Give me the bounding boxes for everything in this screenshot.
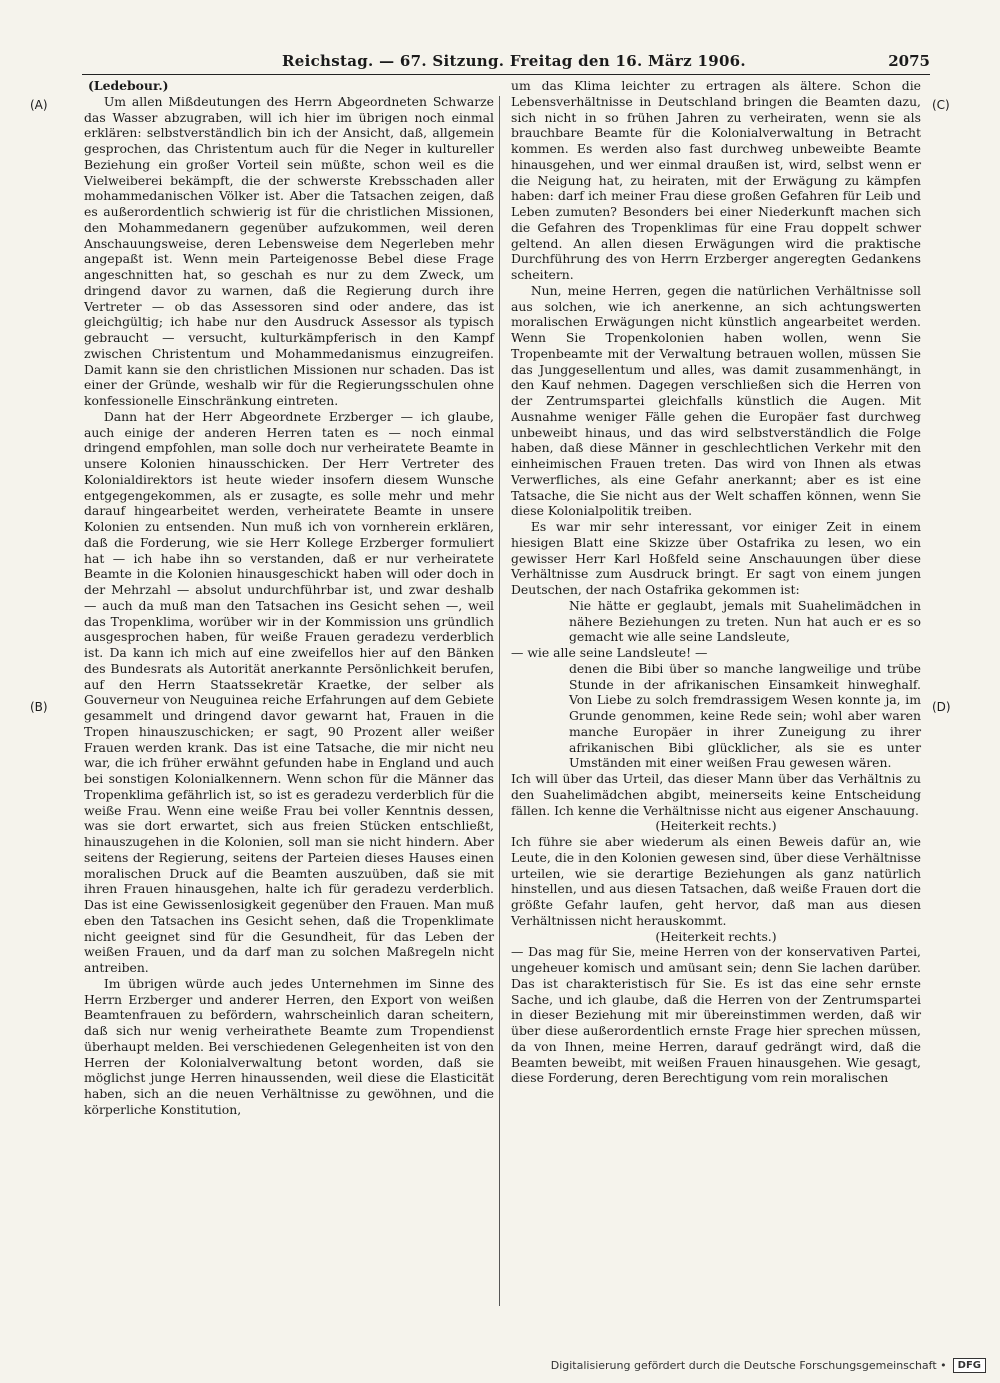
column-divider [499,96,500,1306]
quotation: denen die Bibi über so manche langweilige und trübe Stunde in der afrikanischen Einsamkeit hinweghalf. Von Liebe zu solch fremdrassigem Wesen konnte ja, im Grunde genommen, keine Rede sein; wohl aber waren manche Europäer in ihrer Zuneigung zu ihrer afrikanischen Bibi glücklicher, als sie es unter Umständen mit einer weißen Frau gewesen wären. [569,660,921,771]
paragraph: Es war mir sehr interessant, vor einiger Zeit in einem hiesigen Blatt eine Skizze über Ostafrika zu lesen, wo ein gewisser Herr Karl Hoßfeld seine Anschauungen über diese Verhältnisse zum Ausdruck bringt. Er sagt von einem jungen Deutschen, der nach Ostafrika gekommen ist: [511,519,921,597]
left-column [84,78,494,1118]
laughter-note: (Heiterkeit rechts.) [655,928,777,944]
right-column [511,78,921,1086]
footer [551,1358,986,1373]
paragraph: um das Klima leichter zu ertragen als ältere. Schon die Lebensverhältnisse in Deutschland bringen die Beamten dazu, sich nicht in so frühen Jahren zu verheiraten, wenn sie als brauchbare Beamte für die Kolonialverwaltung in Betracht kommen. Es werden also fast durchweg unbeweibte Beamte hinausgehen, und wer einmal draußen ist, wird, selbst wenn er die Neigung hat, zu heiraten, mit der Erwägung zu kämpfen haben: darf ich meiner Frau diese großen Gefahren für Leib und Leben zumuten? Besonders bei einer Niederkunft machen sich die Gefahren des Tropenklimas für eine Frau doppelt schwer geltend. An allen diesen Erwägungen wird die praktische Durchführung des von Herrn Erzberger angeregten Gedankens scheitern. [511,78,921,282]
paragraph: Dann hat der Herr Abgeordnete Erzberger — ich glaube, auch einige der anderen Herren taten es — noch einmal dringend empfohlen, man solle doch nur verheiratete Beamte in unsere Kolonien hinausschicken. Der Herr Vertreter des Kolonialdirektors ist heute wieder insofern diesem Wunsche entgegengekommen, als er zusagte, es solle mehr und mehr darauf hingearbeitet werden, verheiratete Beamte in unsere Kolonien zu entsenden. Nun muß ich von vornherein erklären, daß die Forderung, wie sie Herr Kollege Erzberger formuliert hat — ich habe ihn so verstanden, daß er nur verheiratete Beamte in die Kolonien hinausgeschickt haben will oder doch in der Mehrzahl — absolut undurchführbar ist, und zwar deshalb — auch da muß man den Tatsachen ins Gesicht sehen —, weil das Tropenklima, worüber wir in der Kommission uns gründlich ausgesprochen haben, für weiße Frauen geradezu verderblich ist. Da kann ich mich auf eine zweifellos hier auf den Bänken des Bundesrats als Autorität anerkannte Persönlichkeit berufen, auf den Herrn Staatssekretär Kraetke, der selber als Gouverneur von Neuguinea reiche Erfahrungen auf dem Gebiete gesammelt und dringend davor gewarnt hat, Frauen in die Tropen hinauszuschicken; er sagt, 90 Prozent aller weißer Frauen werden krank. Das ist eine Tatsache, die mir nicht neu war, die ich früher erwähnt gefunden habe in England und auch bei sonstigen Kolonialkennern. Wenn schon für die Männer das Tropenklima gefährlich ist, so ist es geradezu verderblich für die weiße Frau. Wenn eine weiße Frau bei voller Kenntnis dessen, was sie dort erwartet, sich aus freien Stücken entschließt, hinauszugehen in die Kolonien, soll man sie nicht hindern. Aber seitens der Regierung, seitens der Parteien dieses Hauses einen moralischen Druck auf die Beamten auszuüben, daß sie mit ihren Frauen hinausgehen, halte ich für geradezu verderblich. Das ist eine Gewissenlosigkeit gegenüber den Frauen. Man muß eben den Tatsachen ins Gesicht sehen, daß die Tropenklimate nicht geeignet sind für die Gesundheit, für das Leben der weißen Frauen, und da darf man zu solchen Maßregeln nicht antreiben. [84,408,494,975]
page-number: 2075 [888,52,930,70]
paragraph: Im übrigen würde auch jedes Unternehmen im Sinne des Herrn Erzberger und anderer Herren, den Export von weißen Beamtenfrauen zu befördern, wahrscheinlich daran scheitern, daß sich nur wenig verheirathete Beamte zum Tropendienst überhaupt melden. Bei verschiedenen Gelegenheiten ist von den Herren der Kolonialverwaltung betont worden, daß sie möglichst junge Herren hinaussenden, weil diese die Elasticität haben, sich an die neuen Verhältnisse zu gewöhnen, und die körperliche Konstitution, [84,975,494,1117]
interjection: — wie alle seine Landsleute! — [511,645,708,660]
header-rule [82,74,930,75]
dfg-logo: DFG [953,1358,986,1373]
margin-marker-b: (B) [30,700,48,714]
laughter-note: (Heiterkeit rechts.) [655,818,777,834]
margin-marker-a: (A) [30,98,48,112]
paragraph: Um allen Mißdeutungen des Herrn Abgeordneten Schwarze das Wasser abzugraben, will ich hier im übrigen noch einmal erklären: selbstverständlich bin ich der Ansicht, daß, allgemein gesprochen, das Christentum auch für die Neger in kultureller Beziehung ein großer Vorteil sein müßte, schon weil es die Vielweiberei bekämpft, die der schwerste Krebsschaden aller mohammedanischen Völker ist. Aber die Tatsachen zeigen, daß es außerordentlich schwierig ist für die christlichen Missionen, den Mohammedanern gegenüber aufzukommen, weil deren Anschauungsweise, deren Lebensweise dem Negerleben mehr angepaßt ist. Wenn mein Parteigenosse Bebel diese Frage angeschnitten hat, so geschah es nur zu dem Zweck, um dringend davor zu warnen, daß die Regierung durch ihre Vertreter — ob das Assessoren sind oder andere, das ist gleichgültig; ich habe nur den Ausdruck Assessor als typisch gebraucht — versucht, kulturkämpferisch in den Kampf zwischen Christentum und Mohammedanismus einzugreifen. Damit kann sie den christlichen Missionen nur schaden. Das ist einer der Gründe, weshalb wir für die Regierungsschulen ohne konfessionelle Einschränkung eintreten. [84,93,494,408]
speaker-name: (Ledebour.) [88,78,169,93]
page-header [82,52,930,76]
paragraph: Ich will über das Urteil, das dieser Mann über das Verhältnis zu den Suahelimädchen abgibt, meinerseits keine Entscheidung fällen. Ich kenne die Verhältnisse nicht aus eigener Anschauung. [511,771,921,818]
paragraph: — Das mag für Sie, meine Herren von der konservativen Partei, ungeheuer komisch und amüsant sein; denn Sie lachen darüber. Das ist charakteristisch für Sie. Es ist das eine sehr ernste Sache, und ich glaube, daß die Herren von der Zentrumspartei in dieser Beziehung mit mir übereinstimmen werden, daß wir über diese außerordentlich ernste Frage hier sprechen müssen, da von Ihnen, meine Herren, darauf gedrängt wird, daß die Beamten beweibt, mit weißen Frauen hinausgehen. Wie gesagt, diese Forderung, deren Berechtigung vom rein moralischen [511,944,921,1086]
margin-marker-c: (C) [932,98,950,112]
header-title: Reichstag. — 67. Sitzung. Freitag den 16. März 1906. [282,52,746,70]
quotation: Nie hätte er geglaubt, jemals mit Suahelimädchen in nähere Beziehungen zu treten. Nun hat auch er es so gemacht wie alle seine Landsleute, [569,597,921,645]
footer-text: Digitalisierung gefördert durch die Deutsche Forschungsgemeinschaft • [550,1359,947,1372]
margin-marker-d: (D) [932,700,951,714]
paragraph: Nun, meine Herren, gegen die natürlichen Verhältnisse soll aus solchen, wie ich anerkenne, an sich achtungswerten moralischen Erwägungen nicht künstlich angearbeitet werden. Wenn Sie Tropenkolonien haben wollen, wenn Sie Tropenbeamte mit der Verwaltung betrauen wollen, müssen Sie das Junggesellentum und alles, was damit zusammenhängt, in den Kauf nehmen. Dagegen verschließen sich die Herren von der Zentrumspartei gleichfalls künstlich die Augen. Mit Ausnahme weniger Fälle gehen die Europäer fast durchweg unbeweibt hinaus, und das wird selbstverständlich die Folge haben, daß diese Männer in geschlechtlichen Verkehr mit den einheimischen Frauen treten. Das wird von Ihnen als etwas Verwerfliches, als eine Gefahr anerkannt; aber es ist eine Tatsache, die Sie nicht aus der Welt schaffen können, wenn Sie diese Kolonialpolitik treiben. [511,282,921,519]
paragraph: Ich führe sie aber wiederum als einen Beweis dafür an, wie Leute, die in den Kolonien gewesen sind, über diese Verhältnisse urteilen, wie sie derartige Beziehungen als ganz natürlich hinstellen, und aus diesen Tatsachen, daß weiße Frauen dort die größte Gefahr laufen, geht hervor, daß man aus diesen Verhältnissen nicht herauskommt. [511,834,921,928]
